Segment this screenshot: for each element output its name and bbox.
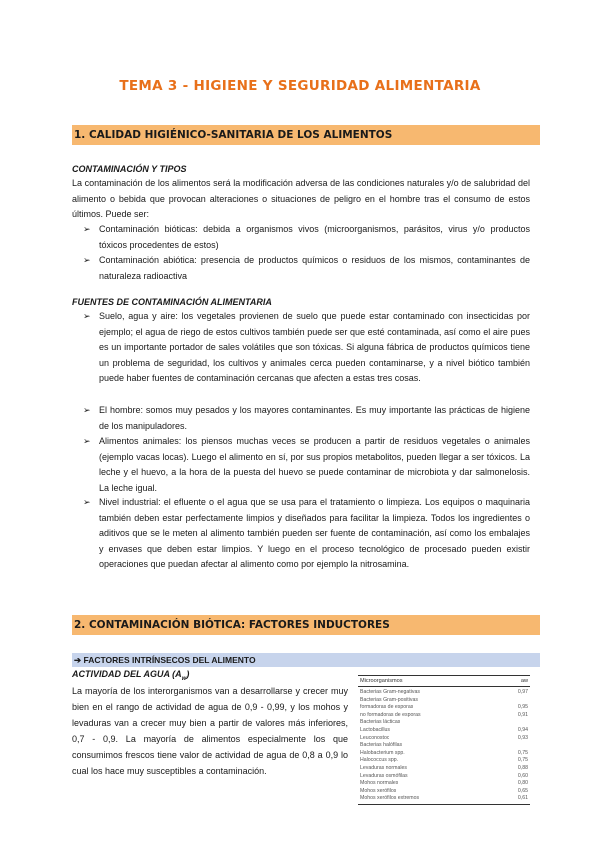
table-cell-name: Bacterias Gram-negativas xyxy=(360,689,420,695)
table-row xyxy=(358,712,530,720)
bullet-text: Contaminación bióticas: debida a organismos vivos (microorganismos, parásitos, virus y/o productos tóxicos procedentes de estos) xyxy=(99,224,530,250)
table-row xyxy=(358,750,530,758)
bullet-text: Contaminación abiótica: presencia de productos químicos o residuos de los mismos, contaminantes de naturaleza radioactiva xyxy=(99,255,530,281)
arrow-bullet-icon: ➢ xyxy=(83,436,91,446)
contamination-paragraph: La contaminación de los alimentos será la modificación adversa de las condiciones naturales y/o de salubridad del alimento o bebida que provocan alteraciones o situaciones de peligro en el hombre tras el consumo de estos últimos. Puede ser: xyxy=(72,178,530,219)
document-title: TEMA 3 - HIGIENE Y SEGURIDAD ALIMENTARIA xyxy=(119,78,481,94)
bullet-text: Suelo, agua y aire: los vegetales provienen de suelo que puede estar contaminado con insecticidas por ejemplo; el agua de riego de estos cultivos también puede ser que esté contaminada, así como el aire pues es un importante portador de sales volátiles que son tóxicas. Si alguna fábrica de productos químicos tiene un problema de seguridad, los cultivos y animales cerca pueden contaminarse, y a nivel biótico también puede haber fuentes de contaminación cercanas que afecten a estas tres cosas. xyxy=(99,311,530,383)
table-row xyxy=(358,697,530,705)
table-cell-name: Mohos xerófilos extremos xyxy=(360,795,420,802)
intrinsic-factors-bar xyxy=(72,653,540,667)
water-activity-paragraph: La mayoría de los interorganismos van a desarrollarse y crecer muy bien en el rango de actividad de agua de 0,9 - 0,99, y los mohos y levaduras van a crecer muy bien a partir de valores más inferiores, 0,7 - 0,9. La mayoría de alimentos especialmente los que consumimos frescos tiene valor de actividad de agua de 0,8 a 0,9 lo cual los hace muy susceptibles a contaminación. xyxy=(72,686,348,776)
table-cell-value: 0,75 xyxy=(517,749,528,756)
table-cell-value: 0,60 xyxy=(517,772,528,779)
table-rule xyxy=(358,686,530,687)
table-cell-value: 0,93 xyxy=(517,734,528,741)
list-item xyxy=(83,403,530,434)
contamination-subheading: CONTAMINACIÓN Y TIPOS xyxy=(72,164,187,174)
table-row xyxy=(358,727,530,735)
list-item xyxy=(83,222,530,253)
table-row xyxy=(358,765,530,773)
table-cell-name: Mohos xerófilos xyxy=(360,787,397,794)
list-item xyxy=(83,253,530,284)
sources-subheading: FUENTES DE CONTAMINACIÓN ALIMENTARIA xyxy=(72,297,272,307)
section-1-heading: 1. CALIDAD HIGIÉNICO-SANITARIA DE LOS ALIMENTOS xyxy=(72,125,540,145)
arrow-bullet-icon: ➢ xyxy=(83,224,91,234)
table-cell-value: 0,94 xyxy=(517,726,528,733)
table-cell-name: Halococcus spp. xyxy=(360,757,399,764)
table-cell-value: 0,61 xyxy=(517,795,528,802)
table-row xyxy=(358,780,530,788)
table-cell-name: Lactobacillus xyxy=(360,726,390,733)
section-2-heading: 2. CONTAMINACIÓN BIÓTICA: FACTORES INDUCTORES xyxy=(72,615,540,635)
table-cell-name: Bacterias Gram-positivas xyxy=(360,696,418,703)
table-row xyxy=(358,788,530,796)
water-activity-table xyxy=(358,675,530,805)
table-rule xyxy=(358,675,530,676)
table-cell-value: 0,88 xyxy=(517,764,528,771)
arrow-right-icon: ➔ xyxy=(74,655,82,665)
table-row xyxy=(358,735,530,743)
table-cell-value: 0,91 xyxy=(517,711,528,718)
table-col-microorganisms: Microorganismos xyxy=(360,678,403,684)
list-item xyxy=(83,309,530,387)
arrow-bullet-icon: ➢ xyxy=(83,405,91,415)
table-cell-name: Leuconostoc xyxy=(360,734,390,741)
table-row xyxy=(358,773,530,781)
table-cell-name: Levaduras osmófilas xyxy=(360,772,408,779)
bullet-text: Alimentos animales: los piensos muchas veces se producen a partir de residuos vegetales o animales (ejemplo vacas locas). Luego el alimento en sí, por sus propios metabolitos, pueden llegar a ser tóxicos. La leche y el huevo, a la hora de la puesta del huevo se puede contaminar de microbiota y dar salmonelosis. La leche igual. xyxy=(99,436,530,493)
list-item xyxy=(83,434,530,496)
water-activity-heading: ACTIVIDAD DEL AGUA $(A_w)$ xyxy=(72,669,190,682)
table-row xyxy=(358,795,530,803)
table-row xyxy=(358,689,530,697)
table-cell-value: 0,80 xyxy=(517,780,528,787)
intrinsic-factors-label: FACTORES INTRÍNSECOS DEL ALIMENTO xyxy=(83,655,256,665)
table-cell-value: 0,65 xyxy=(517,787,528,794)
table-rule xyxy=(358,804,530,805)
table-cell-value: 0,95 xyxy=(517,704,528,711)
bullet-text: Nivel industrial: el efluente o el agua que se usa para el tratamiento o limpieza. Los equipos o maquinaria también deben estar perfectamente limpios y diseñados para facilitar la limpieza. Todos los ingredientes o aditivos que se le meten al alimento también pueden ser fuente de contaminación, así como los embalajes y envases que deben estar limpios. Y luego en el proceso tecnológico de procesado pueden existir operaciones que puedan afectar al alimento como por ejemplo la nitrosamina. xyxy=(99,497,530,569)
table-row xyxy=(358,757,530,765)
table-cell-value: 0,97 xyxy=(517,689,528,695)
arrow-bullet-icon: ➢ xyxy=(83,255,91,265)
arrow-bullet-icon: ➢ xyxy=(83,311,91,321)
table-cell-name: Bacterias lácticas xyxy=(360,719,401,726)
table-header xyxy=(358,677,530,685)
table-row xyxy=(358,742,530,750)
table-cell-name: Mohos normales xyxy=(360,780,399,787)
table-cell-name: Levaduras normales xyxy=(360,764,408,771)
table-body xyxy=(358,689,530,803)
list-item xyxy=(83,495,530,573)
table-cell-name: formadoras de esporas xyxy=(360,704,414,711)
table-col-aw: aw xyxy=(520,678,528,684)
table-cell-name: Bacterias halófilas xyxy=(360,742,403,749)
table-cell-value: 0,75 xyxy=(517,757,528,764)
bullet-text: El hombre: somos muy pesados y los mayores contaminantes. Es muy importante las prácticas de higiene de los manipuladores. xyxy=(99,405,530,431)
table-row xyxy=(358,704,530,712)
arrow-bullet-icon: ➢ xyxy=(83,497,91,507)
table-cell-name: no formadoras de esporas xyxy=(360,711,421,718)
table-row xyxy=(358,719,530,727)
table-cell-name: Halobacterium spp. xyxy=(360,749,405,756)
